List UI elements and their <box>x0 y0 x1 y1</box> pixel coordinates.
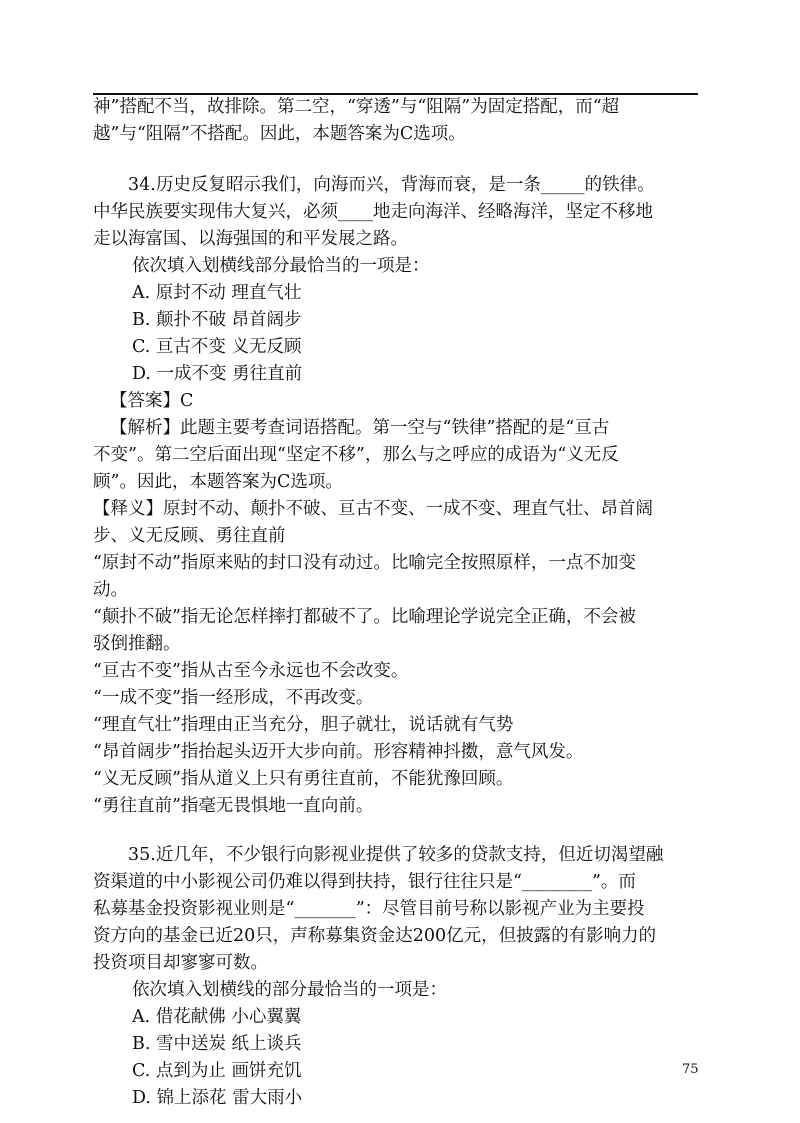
analysis: 【解析】此题主要考查词语搭配。第一空与“铁律”搭配的是“亘古 <box>110 418 610 438</box>
analysis: 不变”。第二空后面出现“坚定不移”，那么与之呼应的成语为“义无反 <box>93 445 619 465</box>
definition: “昂首阔步”指抬起头迈开大步向前。形容精神抖擞，意气风发。 <box>93 742 584 762</box>
option-a: A. 原封不动 理直气壮 <box>132 283 302 303</box>
text-line: 神”搭配不当，故排除。第二空，“穿透”与“阻隔”为固定搭配，而“超 <box>93 97 620 117</box>
option-a: A. 借花献佛 小心翼翼 <box>132 1007 302 1027</box>
option-c: C. 亘古不变 义无反顾 <box>132 337 302 357</box>
question-35-instruction: 依次填入划横线的部分最恰当的一项是： <box>132 980 447 1000</box>
definition: “一成不变”指一经形成，不再改变。 <box>93 688 374 708</box>
option-d: D. 锦上添花 雷大雨小 <box>132 1088 303 1108</box>
definition: “亘古不变”指从古至今永远也不会改变。 <box>93 661 409 681</box>
meaning: 步、义无反顾、勇往直前 <box>93 526 286 546</box>
option-c: C. 点到为止 画饼充饥 <box>132 1061 302 1081</box>
definition: “勇往直前”指毫无畏惧地一直向前。 <box>93 796 374 816</box>
definition: 动。 <box>93 580 128 600</box>
definition: 驳倒推翻。 <box>93 634 181 654</box>
question-35-stem: 私募基金投资影视业则是“_______”：尽管目前号称以影视产业为主要投 <box>93 899 645 919</box>
question-34-stem: 中华民族要实现伟大复兴，必须____地走向海洋、经略海洋，坚定不移地 <box>93 202 653 222</box>
option-b: B. 雪中送炭 纸上谈兵 <box>132 1034 302 1054</box>
definition: “颠扑不破”指无论怎样摔打都破不了。比喻理论学说完全正确，不会被 <box>93 607 636 627</box>
question-34-stem: 34.历史反复昭示我们，向海而兴，背海而衰，是一条_____的铁律。 <box>128 175 655 195</box>
page-number: 75 <box>682 1062 699 1077</box>
question-35-stem: 35.近几年，不少银行向影视业提供了较多的贷款支持，但近切渴望融 <box>128 845 664 865</box>
definition: “理直气壮”指理由正当充分，胆子就壮，说话就有气势 <box>93 715 514 735</box>
definition: “义无反顾”指从道义上只有勇往直前，不能犹豫回顾。 <box>93 769 514 789</box>
analysis: 顾”。因此，本题答案为C选项。 <box>93 472 343 492</box>
question-35-stem: 资渠道的中小影视公司仍难以得到扶持，银行往往只是“________”。而 <box>93 872 636 892</box>
question-34-stem: 走以海富国、以海强国的和平发展之路。 <box>93 229 408 249</box>
question-35-stem: 资方向的基金已近20只，声称募集资金达200亿元，但披露的有影响力的 <box>93 926 657 946</box>
option-b: B. 颠扑不破 昂首阔步 <box>132 310 302 330</box>
answer: 【答案】C <box>110 391 194 411</box>
definition: “原封不动”指原来贴的封口没有动过。比喻完全按照原样，一点不加变 <box>93 553 636 573</box>
question-35-stem: 投资项目却寥寥可数。 <box>93 953 268 973</box>
meaning: 【释义】原封不动、颠扑不破、亘古不变、一成不变、理直气壮、昂首阔 <box>93 499 653 519</box>
question-34-instruction: 依次填入划横线部分最恰当的一项是： <box>132 256 430 276</box>
option-d: D. 一成不变 勇往直前 <box>132 364 303 384</box>
text-line: 越”与“阻隔”不搭配。因此，本题答案为C选项。 <box>93 124 466 144</box>
